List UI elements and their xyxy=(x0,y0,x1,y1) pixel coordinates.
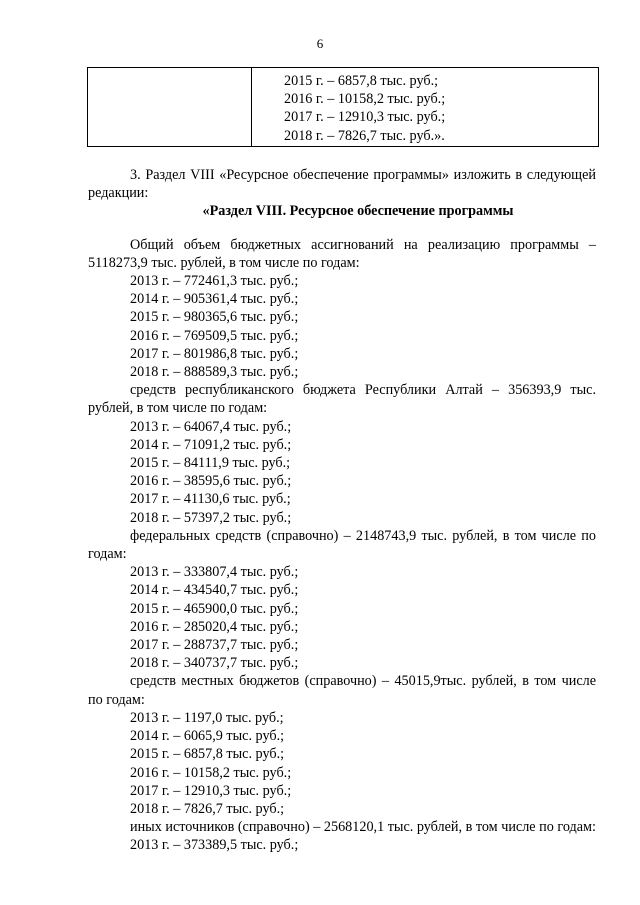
year-line: 2016 г. – 769509,5 тыс. руб.; xyxy=(130,327,299,344)
continued-table xyxy=(87,67,599,147)
document-body xyxy=(88,166,596,855)
year-line: 2016 г. – 285020,4 тыс. руб.; xyxy=(130,618,299,635)
year-line: 2017 г. – 288737,7 тыс. руб.; xyxy=(130,637,299,654)
year-line: 2013 г. – 772461,3 тыс. руб.; xyxy=(130,273,299,290)
year-line: 2015 г. – 6857,8 тыс. руб.; xyxy=(130,746,285,763)
total-intro: Общий объем бюджетных ассигнований на реализацию программы – 5118273,9 тыс. рублей, в том числе по годам: xyxy=(88,236,596,271)
table-line: 2018 г. – 7826,7 тыс. руб.». xyxy=(284,127,445,144)
republic-intro: средств республиканского бюджета Республики Алтай – 356393,9 тыс. рублей, в том числе по годам: xyxy=(88,382,596,417)
year-line: 2013 г. – 373389,5 тыс. руб.; xyxy=(130,837,299,854)
year-line: 2015 г. – 465900,0 тыс. руб.; xyxy=(130,600,299,617)
year-line: 2015 г. – 84111,9 тыс. руб.; xyxy=(130,455,291,472)
year-line: 2015 г. – 980365,6 тыс. руб.; xyxy=(130,309,299,326)
table-line: 2016 г. – 10158,2 тыс. руб.; xyxy=(284,91,446,108)
table-line: 2017 г. – 12910,3 тыс. руб.; xyxy=(284,109,446,126)
year-line: 2018 г. – 7826,7 тыс. руб.; xyxy=(130,800,285,817)
year-line: 2013 г. – 64067,4 тыс. руб.; xyxy=(130,418,292,435)
federal-intro: федеральных средств (справочно) – 2148743,9 тыс. рублей, в том числе по годам: xyxy=(88,527,596,563)
year-line: 2013 г. – 1197,0 тыс. руб.; xyxy=(130,709,284,726)
section-heading: «Раздел VIII. Ресурсное обеспечение программы xyxy=(202,203,514,220)
year-line: 2014 г. – 6065,9 тыс. руб.; xyxy=(130,728,285,745)
year-line: 2017 г. – 12910,3 тыс. руб.; xyxy=(130,782,292,799)
year-line: 2014 г. – 434540,7 тыс. руб.; xyxy=(130,582,299,599)
local-intro: средств местных бюджетов (справочно) – 45015,9тыс. рублей, в том числе по годам: xyxy=(88,673,596,708)
year-line: 2017 г. – 801986,8 тыс. руб.; xyxy=(130,345,299,362)
year-line: 2018 г. – 57397,2 тыс. руб.; xyxy=(130,509,292,526)
year-line: 2017 г. – 41130,6 тыс. руб.; xyxy=(130,491,291,508)
year-line: 2014 г. – 71091,2 тыс. руб.; xyxy=(130,436,292,453)
year-line: 2016 г. – 38595,6 тыс. руб.; xyxy=(130,473,292,490)
year-line: 2013 г. – 333807,4 тыс. руб.; xyxy=(130,564,299,581)
item-3-paragraph: 3. Раздел VIII «Ресурсное обеспечение программы» изложить в следующей редакции: xyxy=(88,167,596,202)
year-line: 2016 г. – 10158,2 тыс. руб.; xyxy=(130,764,292,781)
table-line: 2015 г. – 6857,8 тыс. руб.; xyxy=(284,73,439,89)
other-intro: иных источников (справочно) – 2568120,1 тыс. рублей, в том числе по годам: xyxy=(130,819,596,836)
year-line: 2018 г. – 340737,7 тыс. руб.; xyxy=(130,655,299,672)
table-column-divider xyxy=(251,68,252,146)
page-number: 6 xyxy=(316,36,324,51)
year-line: 2014 г. – 905361,4 тыс. руб.; xyxy=(130,291,299,308)
table-cell-funding xyxy=(284,72,445,145)
year-line: 2018 г. – 888589,3 тыс. руб.; xyxy=(130,364,299,381)
